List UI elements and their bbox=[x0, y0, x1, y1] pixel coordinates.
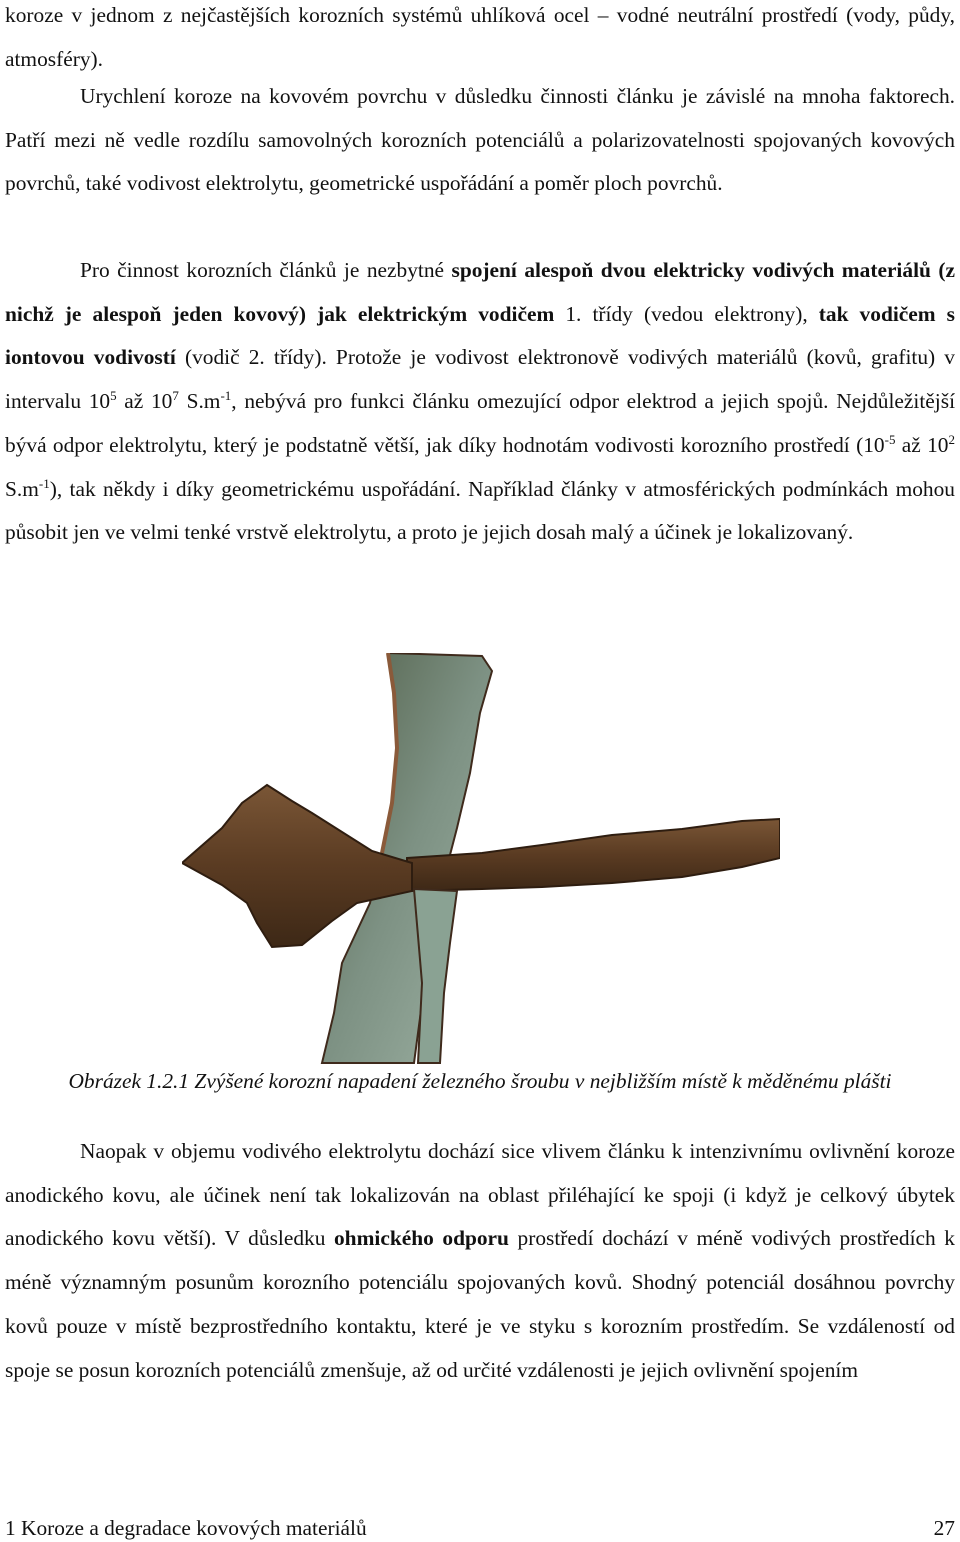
paragraph-1-text: koroze v jednom z nejčastějších korozních systémů uhlíková ocel – vodné neutrální prostředí (vody, půdy, atmosféry). bbox=[5, 3, 955, 71]
paragraph-4: Naopak v objemu vodivého elektrolytu dochází sice vlivem článku k intenzivnímu ovlivnění koroze anodického kovu, ale účinek není tak lokalizován na oblast přiléhající ke spoji (i když je celkový úbytek anodického kovu větší). V důsledku ohmického odporu prostředí dochází v méně vodivých prostředích k méně významným posunům korozního potenciálu spojovaných kovů. Shodný potenciál dosáhnou povrchy kovů pouze v místě bezprostředního kontaktu, které je ve styku s korozním prostředím. Se vzdáleností od spoje se posun korozních potenciálů zmenšuje, až od určité vzdálenosti je jejich ovlivnění spojením bbox=[5, 1139, 955, 1382]
footer-page-number: 27 bbox=[933, 1516, 955, 1540]
bold-phrase-ionic-conductor: tak vodičem s iontovou vodivostí bbox=[5, 301, 955, 370]
corroded-screw-photo bbox=[182, 653, 780, 1065]
paragraph-3: Pro činnost korozních článků je nezbytné spojení alespoň dvou elektricky vodivých materiálů (z nichž je alespoň jeden kovový) jak elektrickým vodičem 1. třídy (vedou elektrony), tak vodičem s iontovou vodivostí (vodič 2. třídy). Protože je vodivost elektronově vodivých materiálů (kovů, grafitu) v intervalu $10^5$ až $10^7$ $S.m^{-1}$, nebývá pro funkci článku omezující odpor elektrod a jejich spojů. Nejdůležitější bývá odpor elektrolytu, který je podstatně větší, jak díky hodnotám vodivosti korozního prostředí ($10^{-5}$ až $10^2$ $S.m^{-1}$), tak někdy i díky geometrickému uspořádání. Například články v atmosférických podmínkách mohou působit jen ve velmi tenké vrstvě elektrolytu, a proto je jejich dosah malý a účinek je lokalizovaný. bbox=[5, 258, 956, 545]
footer-chapter-title: 1 Koroze a degradace kovových materiálů bbox=[5, 1516, 367, 1540]
paragraph-2-text: Urychlení koroze na kovovém povrchu v důsledku činnosti článku je závislé na mnoha faktorech. Patří mezi ně vedle rozdílu samovolných korozních potenciálů a polarizovatelnosti spojovaných kovových povrchů, také vodivost elektrolytu, geometrické uspořádání a poměr ploch povrchů. bbox=[5, 84, 955, 196]
paragraph-2 bbox=[5, 75, 955, 206]
rusty-screw-shaft bbox=[407, 819, 780, 891]
paragraph-1 bbox=[5, 0, 955, 81]
bold-phrase-ohmic-resistance: ohmického odporu bbox=[333, 1226, 509, 1251]
bold-phrase-materials: spojení alespoň dvou elektricky vodivých materiálů (z nichž je alespoň jeden kovový) jak elektrickým vodičem bbox=[5, 258, 955, 326]
figure-caption: Obrázek 1.2.1 Zvýšené korozní napadení železného šroubu v nejbližším místě k měděnému plášti bbox=[68, 1069, 892, 1093]
page-footer bbox=[5, 1514, 955, 1542]
corroded-screw-illustration bbox=[182, 653, 780, 1065]
